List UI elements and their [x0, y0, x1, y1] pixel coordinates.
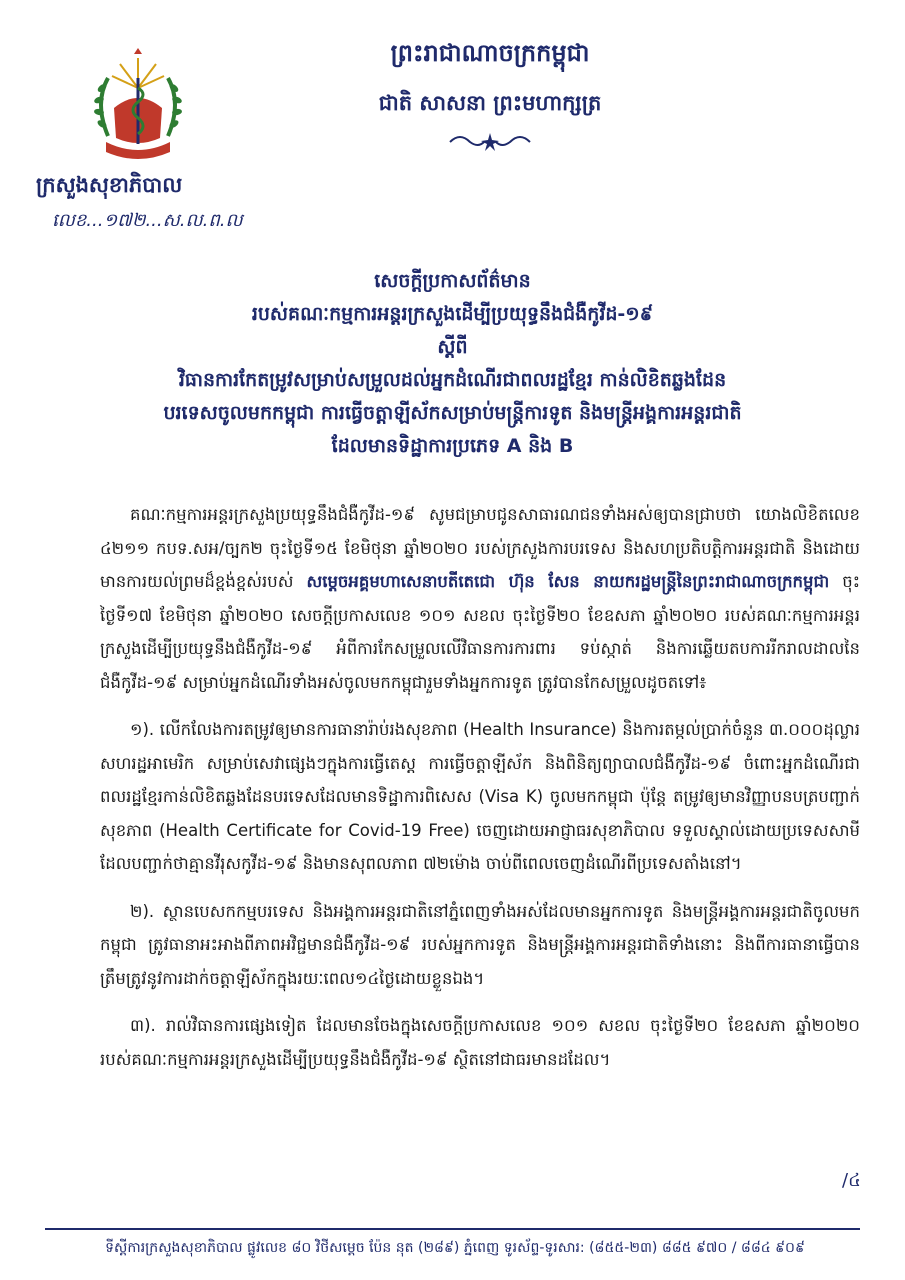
national-motto: ជាតិ សាសនា ព្រះមហាក្សត្រ [378, 90, 602, 115]
title-line-6: ដែលមានទិដ្ឋាការប្រភេទ A និង B [331, 435, 574, 457]
title-line-1: សេចក្តីប្រកាសព័ត៌មាន [374, 270, 531, 292]
title-line-3: ស្តីពី [437, 336, 468, 358]
announcement-title [60, 265, 845, 463]
measure-item-2: ២). ស្ថានបេសកកម្មបរទេស និងអង្គការអន្តរជាតិនៅភ្នំពេញទាំងអស់ដែលមានអ្នកការទូត និងមន្ត្រីអង្គការអន្តរជាតិចូលមកកម្ពុជា ត្រូវធានាអះអាងពីភាពអវិជ្ជមានជំងឺកូវីដ-១៩ របស់អ្នកការទូត និងមន្ត្រីអង្គការអន្តរជាតិទាំងនោះ និងពីការធានាធ្វើបានត្រឹមត្រូវនូវការដាក់ចត្តាឡីស័កក្នុងរយៈពេល១៤ថ្ងៃដោយខ្លួនឯង។ [100, 901, 860, 988]
ministry-of-health-logo [90, 48, 186, 166]
intro-text-a: គណៈកម្មការអន្តរក្រសួងប្រយុទ្ធនឹងជំងឺកូវីដ-១៩ សូមជម្រាបជូនសាធារណជនទាំងអស់ឲ្យបានជ្រាបថា យោងលិខិតលេខ ៤២១១ កបទ.សអ/ច្បក២ ចុះថ្ងៃទី១៥ ខែមិថុនា ឆ្នាំ២០២០ របស់ក្រសួងការបរទេស និងសហប្រតិបត្តិការអន្តរជាតិ និងដោយមានការយល់ព្រមដ៏ខ្ពង់ខ្ពស់របស់ [100, 505, 860, 591]
measure-item-1: ១). លើកលែងការតម្រូវឲ្យមានការធានារ៉ាប់រងសុខភាព (Health Insurance) និងការតម្កល់ប្រាក់ចំនួន ៣.០០០ដុល្លារសហរដ្ឋអាមេរិក សម្រាប់សេវាផ្សេងៗក្នុងការធ្វើតេស្ត ការធ្វើចត្តាឡីស័ក និងពិនិត្យព្យាបាលជំងឺកូវីដ-១៩ ចំពោះអ្នកដំណើរជាពលរដ្ឋខ្មែរកាន់លិខិតឆ្លងដែនបរទេសដែលមានទិដ្ឋាការពិសេស (Visa K) ចូលមកកម្ពុជា ប៉ុន្តែ តម្រូវឲ្យមានវិញ្ញាបនបត្របញ្ជាក់សុខភាព (Health Certificate for Covid-19 Free) ចេញដោយអាជ្ញាធរសុខាភិបាល ទទួលស្គាល់ដោយប្រទេសសាមី ដែលបញ្ជាក់ថាគ្មានវីរុសកូវីដ-១៩ និងមានសុពលភាព ៧២ម៉ោង ចាប់ពីពេលចេញដំណើរពីប្រទេសតាំងនៅ។ [100, 720, 860, 873]
ministry-name: ក្រសួងសុខាភិបាល [36, 173, 183, 197]
title-line-2: របស់គណៈកម្មការអន្តរក្រសួងដើម្បីប្រយុទ្ធនឹងជំងឺកូវីដ-១៩ [251, 303, 654, 325]
intro-text-b: ចុះថ្ងៃទី១៧ ខែមិថុនា ឆ្នាំ២០២០ សេចក្តីប្រកាសលេខ ១០១ សខល ចុះថ្ងៃទី២០ ខែឧសភា ឆ្នាំ២០២០ របស់គណៈកម្មការអន្តរក្រសួងដើម្បីប្រយុទ្ធនឹងជំងឺកូវីដ-១៩ អំពីការកែសម្រួលលើវិធានការការពារ ទប់ស្កាត់ និងការឆ្លើយតបការរីករាលដាលនៃជំងឺកូវីដ-១៩ សម្រាប់អ្នកដំណើរទាំងអស់ចូលមកកម្ពុជារួមទាំងអ្នកការទូត ត្រូវបានកែសម្រួលដូចតទៅ៖ [100, 572, 861, 692]
title-line-4: វិធានការកែតម្រូវសម្រាប់សម្រួលដល់អ្នកដំណើរជាពលរដ្ឋខ្មែរ កាន់លិខិតឆ្លងដែន [178, 369, 727, 391]
ornament-divider-icon [440, 130, 540, 152]
announcement-body [100, 498, 860, 1076]
kingdom-heading: ព្រះរាជាណាចក្រកម្ពុជា [390, 38, 590, 67]
intro-paragraph [100, 498, 860, 699]
page-marker: /៤ [842, 1170, 861, 1191]
title-line-5: បរទេសចូលមកកម្ពុជា ការធ្វើចត្តាឡីស័កសម្រាប់មន្ត្រីការទូត និងមន្ត្រីអង្គការអន្តរជាតិ [163, 402, 742, 424]
intro-prime-minister: សម្តេចអគ្គមហាសេនាបតីតេជោ ហ៊ុន សែន នាយករដ្ឋមន្ត្រីនៃព្រះរាជាណាចក្រកម្ពុជា [306, 572, 830, 591]
footer-divider [45, 1228, 860, 1230]
measure-item-3: ៣). រាល់វិធានការផ្សេងទៀត ដែលមានចែងក្នុងសេចក្តីប្រកាសលេខ ១០១ សខល ចុះថ្ងៃទី២០ ខែឧសភា ឆ្នាំ២០២០ របស់គណៈកម្មការអន្តរក្រសួងដើម្បីប្រយុទ្ធនឹងជំងឺកូវីដ-១៩ ស្ថិតនៅជាធរមានដដែល។ [100, 1016, 860, 1069]
footer-address: ទីស្តីការក្រសួងសុខាភិបាល ផ្លូវលេខ ៨០ វិថីសម្តេច ប៉ែន នុត (២៨៩) ភ្នំពេញ ទូរស័ព្ទ-ទូរសារ: (៨៥៥-២៣) ៨៨៥ ៩៧០ / ៨៨៤ ៩០៩ [105, 1240, 805, 1256]
reference-number: លេខ...១៧២...ស.ល.ព.ល [52, 210, 243, 231]
